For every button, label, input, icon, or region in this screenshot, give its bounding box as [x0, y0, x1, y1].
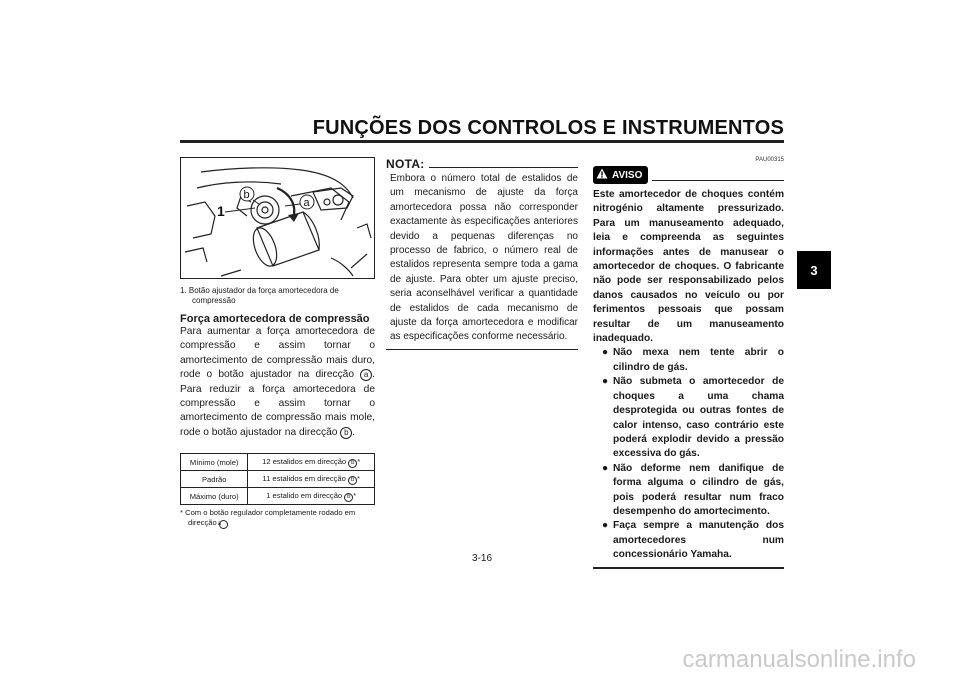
- list-item: ● Não deforme nem danifique de forma alguma o cilindro de gás, pois poderá resultar num fraco desempenho do amortecimento.: [602, 462, 784, 517]
- header-rule: [180, 140, 784, 143]
- section-text-1: Para aumentar a força amortecedora de compressão e assim tornar o amortecimento de compressão mais duro, rode o botão ajustador na direcção: [180, 326, 375, 381]
- bullet-icon: ●: [602, 462, 609, 474]
- note-text: Embora o número total de estalidos de um mecanismo de ajuste da força amortecedora possa não corresponder exactamente às especificações anteriores devido a pequenas diferenças no processo de fabrico, o número real de estalidos representa sempre toda a gama de ajuste. Para obter um ajuste preciso, seria aconselhável verificar a quantidade de estalidos de cada mecanismo de ajuste da força amortecedora e modificar as especificações conforme necessário.: [390, 173, 578, 343]
- figure-caption: 1. Botão ajustador da força amortecedora de compressão: [180, 286, 339, 305]
- table-row: [181, 454, 375, 471]
- warning-header: [593, 166, 784, 184]
- table-row: [181, 471, 375, 488]
- direction-a-label: a: [303, 197, 310, 209]
- direction-b-symbol: b: [348, 476, 357, 485]
- section-body: [180, 325, 375, 440]
- table-row: [181, 488, 375, 505]
- direction-b-symbol: b: [348, 459, 357, 468]
- watermark: carmanualsonline.info: [682, 646, 916, 673]
- section-text-3: .: [352, 426, 356, 438]
- page-title: FUNÇÕES DOS CONTROLOS E INSTRUMENTOS: [312, 117, 784, 139]
- setting-value: 12 estalidos em direcção b *: [248, 454, 375, 471]
- table-footnote: * Com o botão regulador completamente rodado em direcção a: [180, 508, 356, 528]
- section-text-2: . Para reduzir a força amortecedora de compressão e assim tornar o amortecimento de compressão mais mole, rode o botão ajustador na direcção: [180, 369, 375, 438]
- settings-table: [180, 453, 375, 505]
- shock-absorber-drawing: [181, 158, 374, 278]
- reference-code: PAU00315: [755, 157, 784, 163]
- setting-label: Máximo (duro): [181, 488, 248, 505]
- middle-column: [386, 157, 578, 350]
- list-item: ● Faça sempre a manutenção dos amortecedores num concessionário Yamaha.: [602, 520, 784, 561]
- direction-a-symbol: a: [219, 520, 228, 529]
- chapter-tab: 3: [797, 251, 831, 289]
- page-number: 3-16: [472, 553, 493, 564]
- warning-end-rule: [593, 567, 784, 569]
- warning-label: AVISO: [612, 169, 643, 181]
- warning-badge: [593, 166, 648, 184]
- adjuster-illustration: [180, 157, 375, 279]
- warning-rule: [652, 180, 784, 181]
- warning-intro: Este amortecedor de choques contém nitrogénio altamente pressurizado. Para um manuseamento adequado, leia e compreenda as seguintes informações antes de manusear o amortecedor de choques. O fabricante não pode ser responsabilizado pelos danos causados no veículo ou por ferimentos pessoais que possam resultar de um manuseamento inadequado.: [593, 189, 784, 345]
- direction-b-symbol: b: [340, 427, 352, 439]
- warning-icon: [596, 168, 608, 182]
- list-item: ● Não mexa nem tente abrir o cilindro de gás.: [602, 347, 784, 373]
- setting-label: Padrão: [181, 471, 248, 488]
- note-label: NOTA:: [386, 157, 425, 171]
- section-heading: Força amortecedora de compressão: [180, 313, 370, 325]
- callout-1-label: 1: [217, 203, 225, 219]
- direction-b-symbol: b: [344, 493, 353, 502]
- bullet-icon: ●: [602, 376, 609, 388]
- right-column: [593, 157, 784, 569]
- setting-value: 1 estalido em direcção b *: [248, 488, 375, 505]
- note-end-rule: [386, 349, 578, 350]
- left-column: [180, 157, 375, 529]
- bullet-icon: ●: [602, 520, 609, 532]
- setting-value: 11 estalidos em direcção b *: [248, 471, 375, 488]
- note-header: [386, 157, 578, 171]
- direction-b-label: b: [243, 189, 250, 201]
- note-rule: [429, 167, 578, 168]
- list-item: ● Não submeta o amortecedor de choques a uma chama desprotegida ou outras fontes de calor intenso, caso contrário este poderá explodir devido a pressão excessiva do gás.: [602, 376, 784, 460]
- bullet-icon: ●: [602, 347, 609, 359]
- setting-label: Mínimo (mole): [181, 454, 248, 471]
- warning-list: [593, 346, 784, 562]
- direction-a-symbol: a: [360, 369, 372, 381]
